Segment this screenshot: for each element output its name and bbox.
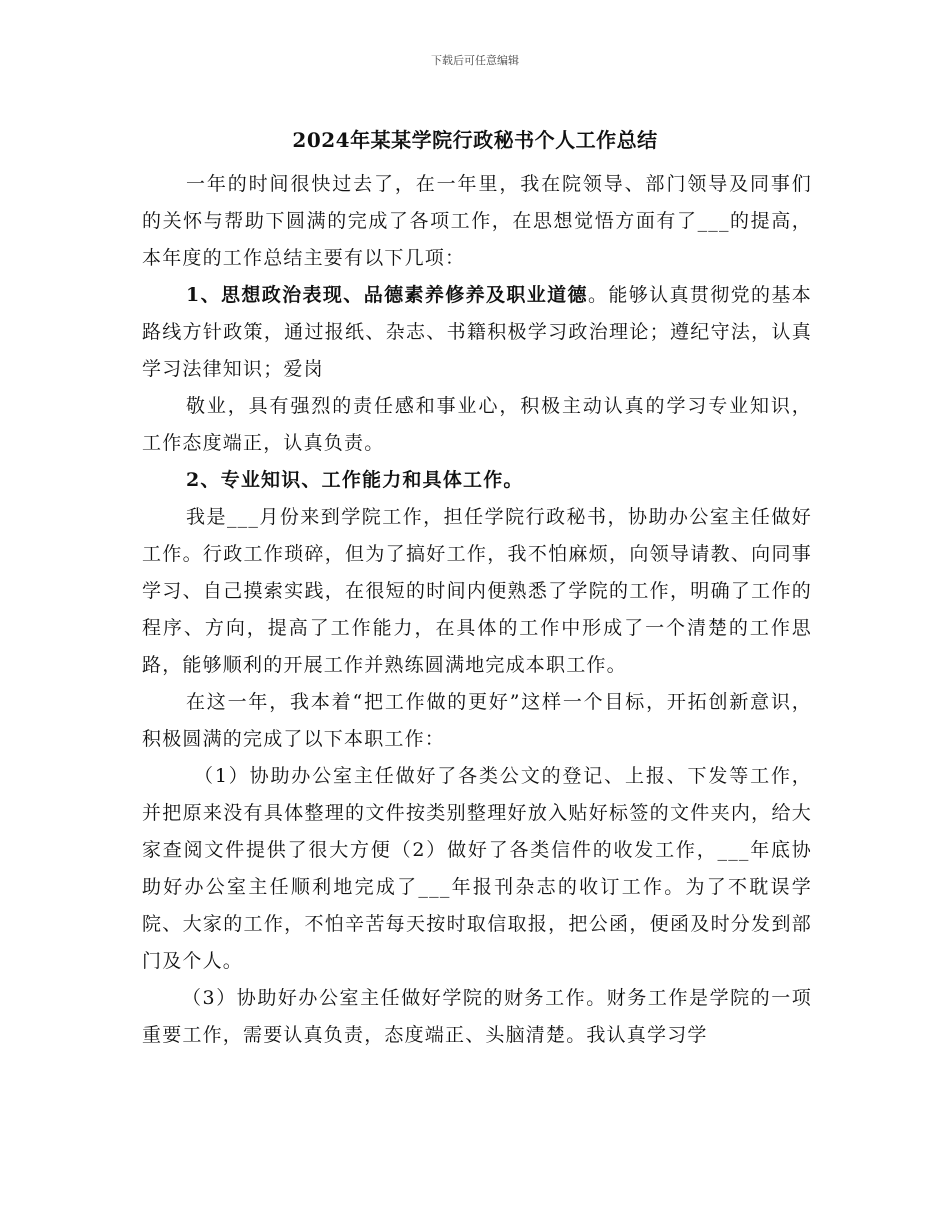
section2-heading: 2、专业知识、工作能力和具体工作。 <box>186 469 524 491</box>
work-item-1-2: （1）协助办公室主任做好了各类公文的登记、上报、下发等工作，并把原来没有具体整理的文件按类别整理好放入贴好标签的文件夹内，给大家查阅文件提供了很大方便（2）做好了各类信件的收发工作，___年底协助好办公室主任顺利地完成了___年报刊杂志的收订工作。为了不耽误学院、大家的工作，不怕辛苦每天按时取信取报，把公函，便函及时分发到部门及个人。 <box>142 765 812 972</box>
section2-paragraph-2: 在这一年，我本着“把工作做的更好”这样一个目标，开拓创新意识，积极圆满的完成了以下本职工作： <box>142 691 812 750</box>
section1-text: 。能够认真贯彻党的基本路线方针政策，通过报纸、杂志、书籍积极学习政治理论；遵纪守法，认真学习法律知识；爱岗 <box>142 284 812 380</box>
section1-heading: 1、思想政治表现、品德素养修养及职业道德 <box>186 284 588 306</box>
document-body <box>142 166 812 1054</box>
section2-paragraph-1: 我是___月份来到学院工作，担任学院行政秘书，协助办公室主任做好工作。行政工作琐碎，但为了搞好工作，我不怕麻烦，向领导请教、向同事学习、自己摸索实践，在很短的时间内便熟悉了学院的工作，明确了工作的程序、方向，提高了工作能力，在具体的工作中形成了一个清楚的工作思路，能够顺利的开展工作并熟练圆满地完成本职工作。 <box>142 506 812 676</box>
document-title: 2024年某某学院行政秘书个人工作总结 <box>292 128 658 152</box>
section1-paragraph <box>142 277 812 388</box>
work-item-3: （3）协助好办公室主任做好学院的财务工作。财务工作是学院的一项重要工作，需要认真负责，态度端正、头脑清楚。我认真学习学 <box>142 987 812 1046</box>
section1-continuation: 敬业，具有强烈的责任感和事业心，积极主动认真的学习专业知识，工作态度端正，认真负责。 <box>142 395 812 454</box>
intro-paragraph: 一年的时间很快过去了，在一年里，我在院领导、部门领导及同事们的关怀与帮助下圆满的完成了各项工作，在思想觉悟方面有了___的提高，本年度的工作总结主要有以下几项： <box>142 173 812 269</box>
page-header: 下载后可任意编辑 <box>431 54 519 67</box>
